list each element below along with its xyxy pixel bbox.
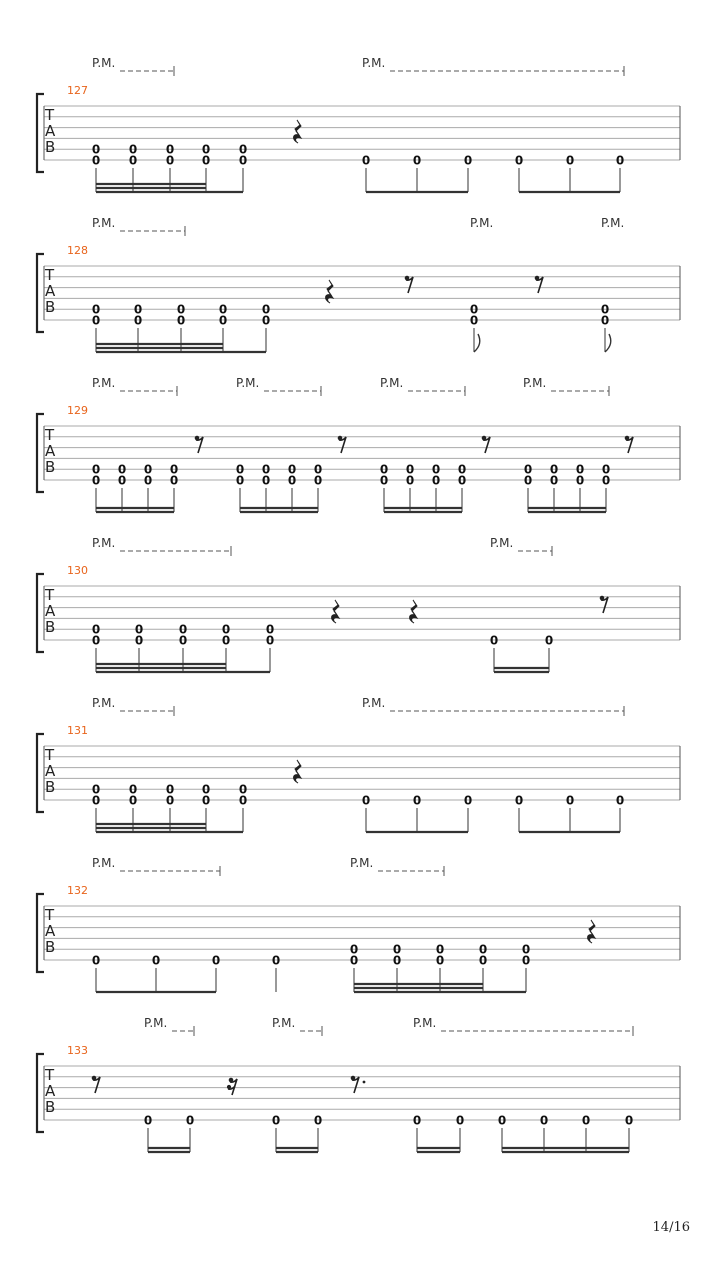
tab-clef-letter: B <box>45 138 56 156</box>
fret-number: 0 <box>143 473 153 488</box>
tab-clef-letter: A <box>45 442 56 460</box>
palm-mute <box>380 376 465 396</box>
fret-number: 0 <box>457 462 467 477</box>
system-bracket <box>37 94 44 172</box>
eighth-rest <box>92 1076 100 1093</box>
fret-number: 0 <box>523 473 533 488</box>
quarter-rest <box>410 600 417 623</box>
fret-number: 0 <box>349 953 359 968</box>
fret-number: 0 <box>235 473 245 488</box>
fret-number: 0 <box>238 793 248 808</box>
palm-mute <box>236 376 321 396</box>
page-number: 14/16 <box>652 1220 690 1235</box>
fret-number: 0 <box>201 142 211 157</box>
palm-mute <box>362 56 624 76</box>
fret-number: 0 <box>91 633 101 648</box>
fret-number: 0 <box>133 313 143 328</box>
measure-number: 130 <box>67 564 88 577</box>
palm-mute-label: P.M. <box>490 536 514 550</box>
fret-number: 0 <box>143 1113 153 1128</box>
fret-number: 0 <box>91 142 101 157</box>
fret-number: 0 <box>261 462 271 477</box>
palm-mute-label: P.M. <box>92 536 116 550</box>
fret-number: 0 <box>265 622 275 637</box>
fret-number: 0 <box>581 1113 591 1128</box>
fret-number: 0 <box>412 1113 422 1128</box>
fret-number: 0 <box>549 462 559 477</box>
tab-clef-letter: B <box>45 298 56 316</box>
fret-number: 0 <box>379 473 389 488</box>
palm-mute-label: P.M. <box>272 1016 296 1030</box>
fret-number: 0 <box>624 1113 634 1128</box>
palm-mute-label: P.M. <box>92 376 116 390</box>
fret-number: 0 <box>117 473 127 488</box>
eighth-rest <box>338 436 346 453</box>
tab-clef-letter: T <box>45 1066 55 1084</box>
fret-number: 0 <box>349 942 359 957</box>
palm-mute <box>362 696 624 716</box>
eighth-rest <box>625 436 633 453</box>
fret-number: 0 <box>287 473 297 488</box>
quarter-rest <box>294 120 301 143</box>
fret-number: 0 <box>287 462 297 477</box>
fret-number: 0 <box>379 462 389 477</box>
quarter-rest <box>588 920 595 943</box>
fret-number: 0 <box>478 942 488 957</box>
fret-number: 0 <box>165 793 175 808</box>
fret-number: 0 <box>601 473 611 488</box>
measure-number: 131 <box>67 724 88 737</box>
fret-number: 0 <box>169 473 179 488</box>
eighth-rest <box>195 436 203 453</box>
eighth-rest <box>600 596 608 613</box>
system-bracket <box>37 574 44 652</box>
fret-number: 0 <box>575 462 585 477</box>
fret-number: 0 <box>431 473 441 488</box>
palm-mute-label: P.M. <box>362 696 386 710</box>
fret-number: 0 <box>489 633 499 648</box>
fret-number: 0 <box>455 1113 465 1128</box>
fret-number: 0 <box>271 953 281 968</box>
fret-number: 0 <box>313 1113 323 1128</box>
fret-number: 0 <box>218 313 228 328</box>
tab-system-131 <box>37 696 680 832</box>
fret-number: 0 <box>91 473 101 488</box>
palm-mute-label: P.M. <box>144 1016 168 1030</box>
fret-number: 0 <box>392 953 402 968</box>
palm-mute <box>92 376 177 396</box>
system-bracket <box>37 894 44 972</box>
fret-number: 0 <box>128 782 138 797</box>
fret-number: 0 <box>431 462 441 477</box>
quarter-rest <box>332 600 339 623</box>
measure-number: 133 <box>67 1044 88 1057</box>
tab-system-132 <box>37 856 680 992</box>
eighth-rest <box>482 436 490 453</box>
tab-clef-letter: B <box>45 618 56 636</box>
palm-mute-label: P.M. <box>523 376 547 390</box>
palm-mute-label: P.M. <box>92 56 116 70</box>
fret-number: 0 <box>392 942 402 957</box>
palm-mute <box>490 536 552 556</box>
palm-mute <box>92 856 220 876</box>
fret-number: 0 <box>238 153 248 168</box>
fret-number: 0 <box>238 142 248 157</box>
fret-number: 0 <box>201 153 211 168</box>
tab-clef-letter: A <box>45 1082 56 1100</box>
fret-number: 0 <box>235 462 245 477</box>
palm-mute-label: P.M. <box>413 1016 437 1030</box>
fret-number: 0 <box>134 622 144 637</box>
tab-clef-letter: T <box>45 266 55 284</box>
palm-mute <box>601 216 624 230</box>
fret-number: 0 <box>91 622 101 637</box>
fret-number: 0 <box>221 633 231 648</box>
fret-number: 0 <box>169 462 179 477</box>
palm-mute <box>272 1016 322 1036</box>
fret-number: 0 <box>412 153 422 168</box>
tab-system-133 <box>37 1016 680 1152</box>
fret-number: 0 <box>313 462 323 477</box>
sixteenth-rest <box>227 1078 237 1095</box>
fret-number: 0 <box>544 633 554 648</box>
fret-number: 0 <box>261 302 271 317</box>
fret-number: 0 <box>143 462 153 477</box>
note-flag <box>605 334 611 352</box>
palm-mute-label: P.M. <box>236 376 260 390</box>
fret-number: 0 <box>165 142 175 157</box>
fret-number: 0 <box>497 1113 507 1128</box>
tab-clef-letter: A <box>45 122 56 140</box>
fret-number: 0 <box>91 782 101 797</box>
palm-mute <box>92 56 174 76</box>
tab-clef-letter: T <box>45 586 55 604</box>
tab-clef-letter: A <box>45 602 56 620</box>
fret-number: 0 <box>565 153 575 168</box>
fret-number: 0 <box>523 462 533 477</box>
fret-number: 0 <box>165 782 175 797</box>
fret-number: 0 <box>91 313 101 328</box>
palm-mute <box>92 536 231 556</box>
fret-number: 0 <box>178 622 188 637</box>
fret-number: 0 <box>405 473 415 488</box>
fret-number: 0 <box>601 462 611 477</box>
fret-number: 0 <box>176 302 186 317</box>
fret-number: 0 <box>361 793 371 808</box>
tab-system-129 <box>37 376 680 512</box>
system-bracket <box>37 414 44 492</box>
tab-clef-letter: A <box>45 922 56 940</box>
fret-number: 0 <box>201 782 211 797</box>
fret-number: 0 <box>521 953 531 968</box>
fret-number: 0 <box>469 313 479 328</box>
tab-system-127 <box>37 56 680 192</box>
fret-number: 0 <box>514 793 524 808</box>
fret-number: 0 <box>514 153 524 168</box>
palm-mute-label: P.M. <box>92 696 116 710</box>
fret-number: 0 <box>271 1113 281 1128</box>
fret-number: 0 <box>615 153 625 168</box>
fret-number: 0 <box>478 953 488 968</box>
palm-mute <box>144 1016 194 1036</box>
quarter-rest <box>294 760 301 783</box>
fret-number: 0 <box>201 793 211 808</box>
eighth-rest <box>405 276 413 293</box>
tab-clef-letter: T <box>45 106 55 124</box>
fret-number: 0 <box>218 302 228 317</box>
fret-number: 0 <box>539 1113 549 1128</box>
fret-number: 0 <box>128 142 138 157</box>
fret-number: 0 <box>600 313 610 328</box>
tab-clef-letter: A <box>45 282 56 300</box>
palm-mute <box>523 376 609 396</box>
fret-number: 0 <box>221 622 231 637</box>
measure-number: 132 <box>67 884 88 897</box>
palm-mute-label: P.M. <box>350 856 374 870</box>
fret-number: 0 <box>549 473 559 488</box>
fret-number: 0 <box>412 793 422 808</box>
palm-mute <box>92 216 185 236</box>
fret-number: 0 <box>176 313 186 328</box>
palm-mute-label: P.M. <box>92 856 116 870</box>
fret-number: 0 <box>435 953 445 968</box>
fret-number: 0 <box>361 153 371 168</box>
tab-clef-letter: T <box>45 426 55 444</box>
palm-mute <box>350 856 444 876</box>
fret-number: 0 <box>238 782 248 797</box>
system-bracket <box>37 1054 44 1132</box>
tab-system-128 <box>37 216 680 352</box>
tab-clef-letter: A <box>45 762 56 780</box>
fret-number: 0 <box>91 462 101 477</box>
palm-mute-label: P.M. <box>362 56 386 70</box>
palm-mute <box>470 216 493 230</box>
note-flag <box>474 334 480 352</box>
system-bracket <box>37 734 44 812</box>
palm-mute-label: P.M. <box>380 376 404 390</box>
fret-number: 0 <box>211 953 221 968</box>
fret-number: 0 <box>521 942 531 957</box>
fret-number: 0 <box>435 942 445 957</box>
fret-number: 0 <box>615 793 625 808</box>
fret-number: 0 <box>457 473 467 488</box>
fret-number: 0 <box>128 153 138 168</box>
fret-number: 0 <box>405 462 415 477</box>
measure-number: 129 <box>67 404 88 417</box>
tab-clef-letter: T <box>45 906 55 924</box>
palm-mute <box>92 696 174 716</box>
fret-number: 0 <box>128 793 138 808</box>
palm-mute-label: P.M. <box>601 216 625 230</box>
fret-number: 0 <box>151 953 161 968</box>
dotted-eighth-rest <box>351 1076 366 1093</box>
fret-number: 0 <box>133 302 143 317</box>
fret-number: 0 <box>565 793 575 808</box>
fret-number: 0 <box>165 153 175 168</box>
palm-mute <box>413 1016 633 1036</box>
fret-number: 0 <box>91 153 101 168</box>
fret-number: 0 <box>463 153 473 168</box>
fret-number: 0 <box>575 473 585 488</box>
fret-number: 0 <box>469 302 479 317</box>
tab-clef-letter: B <box>45 458 56 476</box>
fret-number: 0 <box>134 633 144 648</box>
fret-number: 0 <box>463 793 473 808</box>
palm-mute-label: P.M. <box>92 216 116 230</box>
fret-number: 0 <box>91 953 101 968</box>
measure-number: 128 <box>67 244 88 257</box>
tab-clef-letter: T <box>45 746 55 764</box>
fret-number: 0 <box>91 302 101 317</box>
eighth-rest <box>535 276 543 293</box>
tab-system-130 <box>37 536 680 672</box>
fret-number: 0 <box>91 793 101 808</box>
fret-number: 0 <box>265 633 275 648</box>
measure-number: 127 <box>67 84 88 97</box>
quarter-rest <box>326 280 333 303</box>
palm-mute-label: P.M. <box>470 216 494 230</box>
fret-number: 0 <box>117 462 127 477</box>
fret-number: 0 <box>261 473 271 488</box>
tab-clef-letter: B <box>45 938 56 956</box>
tab-clef-letter: B <box>45 1098 56 1116</box>
fret-number: 0 <box>261 313 271 328</box>
fret-number: 0 <box>313 473 323 488</box>
tab-clef-letter: B <box>45 778 56 796</box>
fret-number: 0 <box>600 302 610 317</box>
system-bracket <box>37 254 44 332</box>
fret-number: 0 <box>185 1113 195 1128</box>
fret-number: 0 <box>178 633 188 648</box>
